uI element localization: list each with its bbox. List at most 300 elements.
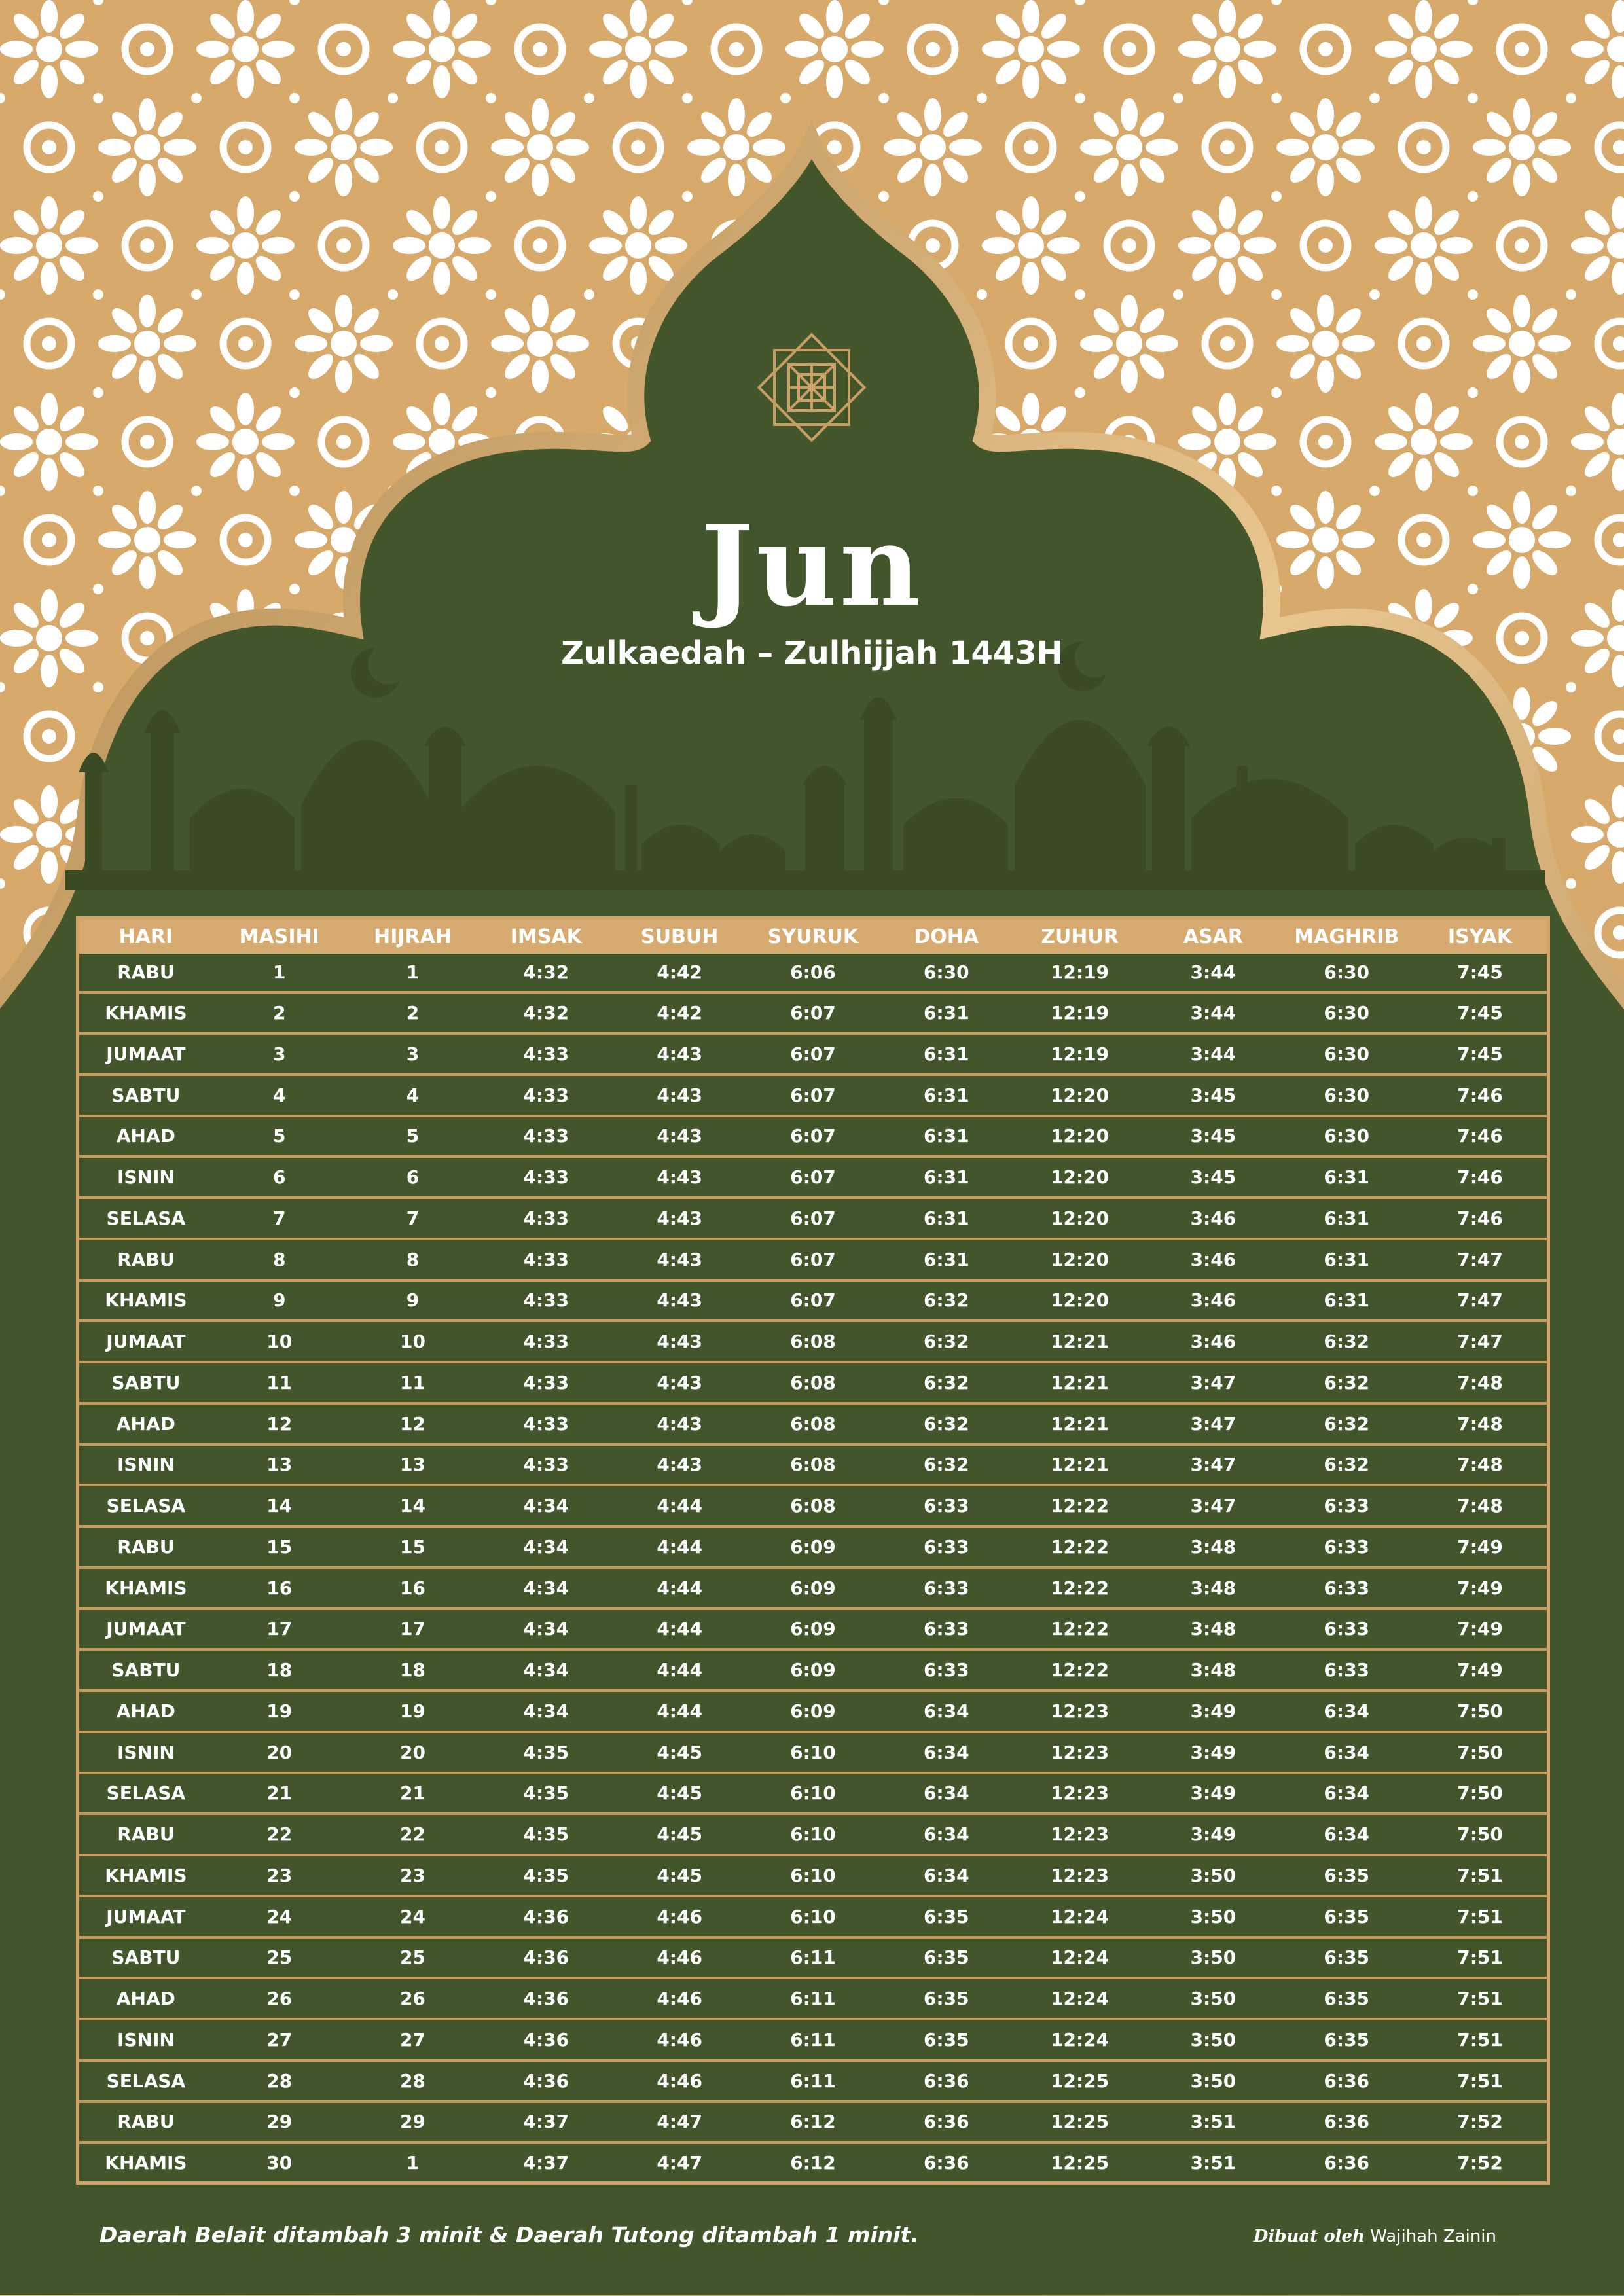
column-header: ZUHUR — [1041, 925, 1119, 948]
table-cell: 7:52 — [1413, 2102, 1547, 2143]
hijri-month-range: Zulkaedah – Zulhijjah 1443H — [561, 635, 1063, 672]
table-cell: 3:48 — [1147, 1526, 1280, 1568]
column-header: SUBUH — [641, 925, 719, 948]
table-cell: 6:34 — [1280, 1691, 1413, 1732]
table-cell: 12:24 — [1013, 2019, 1147, 2060]
table-cell: RABU — [79, 2102, 213, 2143]
table-cell: 3:51 — [1147, 2102, 1280, 2143]
table-cell: 6:30 — [1280, 992, 1413, 1033]
table-cell: 6:08 — [746, 1444, 880, 1486]
table-cell: 4:46 — [613, 1896, 746, 1937]
table-cell: 7:45 — [1413, 1033, 1547, 1075]
table-cell: 12:23 — [1013, 1732, 1147, 1773]
credit-name: Wajihah Zainin — [1370, 2227, 1496, 2246]
table-cell: 6:09 — [746, 1609, 880, 1650]
table-cell: 4:36 — [479, 1937, 613, 1979]
table-cell: AHAD — [79, 1403, 213, 1444]
table-cell: 6:31 — [880, 1198, 1013, 1239]
table-cell: 6:35 — [880, 1937, 1013, 1979]
table-cell: 6:36 — [1280, 2102, 1413, 2143]
table-cell: 4:35 — [479, 1773, 613, 1814]
table-row — [79, 1609, 1547, 1650]
table-cell: RABU — [79, 1239, 213, 1280]
table-cell: 24 — [213, 1896, 346, 1937]
table-cell: 7:46 — [1413, 1116, 1547, 1157]
table-cell: 4:44 — [613, 1649, 746, 1691]
table-cell: 4:34 — [479, 1609, 613, 1650]
table-cell: 7:45 — [1413, 992, 1547, 1033]
table-cell: 6:32 — [1280, 1362, 1413, 1403]
table-cell: 4:43 — [613, 1321, 746, 1362]
table-cell: AHAD — [79, 1116, 213, 1157]
table-cell: 6:09 — [746, 1649, 880, 1691]
table-cell: 3:45 — [1147, 1116, 1280, 1157]
table-cell: 2 — [213, 992, 346, 1033]
table-cell: KHAMIS — [79, 1855, 213, 1896]
table-cell: 4:43 — [613, 1444, 746, 1486]
table-cell: 19 — [213, 1691, 346, 1732]
table-cell: 6:10 — [746, 1773, 880, 1814]
table-cell: 12 — [213, 1403, 346, 1444]
table-cell: 6:32 — [880, 1280, 1013, 1321]
table-cell: 12:25 — [1013, 2102, 1147, 2143]
table-cell: 5 — [213, 1116, 346, 1157]
table-cell: 6:08 — [746, 1321, 880, 1362]
table-cell: 24 — [346, 1896, 480, 1937]
table-cell: 10 — [346, 1321, 480, 1362]
table-row — [79, 1075, 1547, 1116]
table-row — [79, 1526, 1547, 1568]
table-cell: 6:31 — [880, 1033, 1013, 1075]
table-cell: 6:12 — [746, 2142, 880, 2181]
table-cell: 4:33 — [479, 1157, 613, 1198]
table-cell: 12:25 — [1013, 2060, 1147, 2102]
table-cell: 6:07 — [746, 1033, 880, 1075]
table-cell: 3:46 — [1147, 1239, 1280, 1280]
table-cell: 12:22 — [1013, 1609, 1147, 1650]
table-cell: 3:46 — [1147, 1198, 1280, 1239]
table-cell: 6:35 — [1280, 2019, 1413, 2060]
table-cell: 12:20 — [1013, 1075, 1147, 1116]
table-row — [79, 1568, 1547, 1609]
table-cell: 6:31 — [880, 1157, 1013, 1198]
table-cell: 2 — [346, 992, 480, 1033]
table-cell: 29 — [346, 2102, 480, 2143]
table-row — [79, 1444, 1547, 1486]
table-cell: ISNIN — [79, 1732, 213, 1773]
table-cell: 4:33 — [479, 1239, 613, 1280]
table-cell: 12:23 — [1013, 1691, 1147, 1732]
table-cell: 20 — [213, 1732, 346, 1773]
table-cell: 4:34 — [479, 1568, 613, 1609]
table-cell: 6:11 — [746, 1978, 880, 2019]
table-cell: 28 — [213, 2060, 346, 2102]
table-cell: JUMAAT — [79, 1896, 213, 1937]
table-cell: 3 — [346, 1033, 480, 1075]
table-cell: RABU — [79, 1526, 213, 1568]
credit — [1254, 2227, 1496, 2246]
table-cell: 1 — [346, 2142, 480, 2181]
table-cell: 23 — [213, 1855, 346, 1896]
table-cell: 12:22 — [1013, 1568, 1147, 1609]
table-cell: 1 — [406, 961, 420, 984]
table-cell: 16 — [213, 1568, 346, 1609]
table-cell: 15 — [213, 1526, 346, 1568]
table-cell: 12:24 — [1013, 1978, 1147, 2019]
table-row — [79, 1773, 1547, 1814]
table-row — [79, 1937, 1547, 1979]
table-cell: 4:36 — [479, 2019, 613, 2060]
table-cell: 4:35 — [479, 1855, 613, 1896]
table-cell: 6:35 — [1280, 1855, 1413, 1896]
table-cell: 3:47 — [1147, 1444, 1280, 1486]
table-cell: KHAMIS — [79, 2142, 213, 2181]
table-cell: 12:19 — [1051, 961, 1110, 984]
table-cell: 9 — [213, 1280, 346, 1321]
table-cell: SABTU — [79, 1937, 213, 1979]
table-header-row — [79, 920, 1547, 954]
table-cell: 4:33 — [479, 1444, 613, 1486]
table-cell: RABU — [117, 961, 175, 984]
table-cell: 6:09 — [746, 1691, 880, 1732]
table-cell: 3:50 — [1147, 1978, 1280, 2019]
table-cell: 7:51 — [1413, 2060, 1547, 2102]
table-cell: 14 — [213, 1485, 346, 1526]
table-row — [79, 1978, 1547, 2019]
table-row — [79, 1485, 1547, 1526]
table-cell: 6:33 — [1280, 1609, 1413, 1650]
table-cell: 12:24 — [1013, 1896, 1147, 1937]
table-cell: 4:45 — [613, 1814, 746, 1855]
table-cell: AHAD — [79, 1978, 213, 2019]
table-cell: 6:31 — [1280, 1239, 1413, 1280]
table-cell: 4:43 — [613, 1280, 746, 1321]
table-cell: 12:20 — [1013, 1116, 1147, 1157]
table-cell: 12:22 — [1013, 1485, 1147, 1526]
table-cell: 7:50 — [1413, 1773, 1547, 1814]
column-header: HIJRAH — [374, 925, 452, 948]
table-cell: 3:46 — [1147, 1321, 1280, 1362]
table-cell: 6 — [346, 1157, 480, 1198]
table-cell: 7:51 — [1413, 1855, 1547, 1896]
table-row — [79, 2142, 1547, 2181]
table-cell: 6:33 — [1280, 1526, 1413, 1568]
table-cell: 12:21 — [1013, 1403, 1147, 1444]
table-cell: 7:47 — [1413, 1280, 1547, 1321]
table-cell: 6:32 — [880, 1321, 1013, 1362]
table-cell: 6:34 — [880, 1732, 1013, 1773]
table-cell: 18 — [346, 1649, 480, 1691]
table-cell: KHAMIS — [79, 992, 213, 1033]
table-cell: 7:49 — [1413, 1568, 1547, 1609]
credit-prefix: Dibuat oleh — [1253, 2227, 1365, 2246]
table-row — [79, 1362, 1547, 1403]
table-cell: 6:33 — [1280, 1485, 1413, 1526]
table-cell: 4:47 — [613, 2142, 746, 2181]
table-row — [79, 1691, 1547, 1732]
table-cell: 3:47 — [1147, 1403, 1280, 1444]
table-cell: 4:36 — [479, 1896, 613, 1937]
table-cell: 3:45 — [1147, 1075, 1280, 1116]
table-cell: 12:22 — [1013, 1526, 1147, 1568]
table-cell: 4:32 — [523, 961, 569, 984]
table-cell: 12:21 — [1013, 1321, 1147, 1362]
table-cell: 6:33 — [1280, 1568, 1413, 1609]
table-cell: 13 — [346, 1444, 480, 1486]
table-cell: 7:51 — [1413, 2019, 1547, 2060]
table-cell: 4 — [213, 1075, 346, 1116]
table-cell: 3:44 — [1190, 961, 1236, 984]
table-row — [79, 1855, 1547, 1896]
column-header: HARI — [118, 925, 173, 948]
table-cell: 4:44 — [613, 1609, 746, 1650]
table-cell: 29 — [213, 2102, 346, 2143]
table-cell: 16 — [346, 1568, 480, 1609]
table-cell: 3:50 — [1147, 2060, 1280, 2102]
table-cell: ISNIN — [79, 2019, 213, 2060]
table-cell: 3:49 — [1147, 1691, 1280, 1732]
table-cell: 6:35 — [1280, 1978, 1413, 2019]
table-cell: 6:35 — [1280, 1937, 1413, 1979]
table-row — [79, 1896, 1547, 1937]
table-cell: 6:33 — [880, 1609, 1013, 1650]
column-header: DOHA — [914, 925, 979, 948]
table-cell: 12 — [346, 1403, 480, 1444]
table-cell: 6:36 — [1280, 2060, 1413, 2102]
table-cell: 6:07 — [746, 1198, 880, 1239]
table-cell: 4:43 — [613, 1403, 746, 1444]
table-cell: 3:49 — [1147, 1773, 1280, 1814]
table-cell: 4:43 — [613, 1116, 746, 1157]
table-body — [79, 954, 1547, 2181]
table-cell: 4 — [346, 1075, 480, 1116]
table-cell: 26 — [213, 1978, 346, 2019]
table-cell: 6:36 — [880, 2142, 1013, 2181]
table-cell: 3:47 — [1147, 1485, 1280, 1526]
table-cell: 4:46 — [613, 1978, 746, 2019]
table-cell: SABTU — [79, 1362, 213, 1403]
table-cell: JUMAAT — [79, 1609, 213, 1650]
table-cell: 7:51 — [1413, 1937, 1547, 1979]
table-row — [79, 1732, 1547, 1773]
table-cell: 6:32 — [880, 1444, 1013, 1486]
table-cell: AHAD — [79, 1691, 213, 1732]
table-cell: 6:32 — [1280, 1403, 1413, 1444]
table-cell: 6:33 — [880, 1526, 1013, 1568]
table-cell: 6:31 — [1280, 1280, 1413, 1321]
table-cell: 7 — [213, 1198, 346, 1239]
table-cell: 22 — [346, 1814, 480, 1855]
table-cell: 6:32 — [880, 1403, 1013, 1444]
table-cell: 4:42 — [657, 961, 702, 984]
table-cell: 27 — [346, 2019, 480, 2060]
table-cell: 3:46 — [1147, 1280, 1280, 1321]
table-cell: 14 — [346, 1485, 480, 1526]
table-cell: 4:43 — [613, 1075, 746, 1116]
table-cell: 12:23 — [1013, 1855, 1147, 1896]
table-cell: 4:43 — [613, 1033, 746, 1075]
table-cell: 3:48 — [1147, 1568, 1280, 1609]
table-cell: 6:30 — [1324, 961, 1370, 984]
table-cell: 6:34 — [880, 1814, 1013, 1855]
table-cell: 3:48 — [1147, 1649, 1280, 1691]
table-cell: 6:07 — [746, 1280, 880, 1321]
table-cell: 3:49 — [1147, 1814, 1280, 1855]
table-cell: 6:10 — [746, 1732, 880, 1773]
table-cell: 4:44 — [613, 1691, 746, 1732]
table-cell: 6:07 — [746, 992, 880, 1033]
table-cell: 6:09 — [746, 1568, 880, 1609]
table-cell: 6:36 — [880, 2060, 1013, 2102]
table-cell: 6:33 — [880, 1485, 1013, 1526]
table-cell: 12:23 — [1013, 1814, 1147, 1855]
month-title: Jun — [700, 501, 924, 632]
table-row — [79, 1280, 1547, 1321]
table-cell: SABTU — [79, 1075, 213, 1116]
column-header: ASAR — [1183, 925, 1243, 948]
table-cell: 3:50 — [1147, 2019, 1280, 2060]
table-cell: 6:34 — [1280, 1732, 1413, 1773]
table-cell: 22 — [213, 1814, 346, 1855]
table-cell: 3:44 — [1147, 1033, 1280, 1075]
table-cell: 6:08 — [746, 1362, 880, 1403]
table-cell: ISNIN — [79, 1157, 213, 1198]
table-cell: 18 — [213, 1649, 346, 1691]
table-cell: RABU — [79, 1814, 213, 1855]
column-header: ISYAK — [1448, 925, 1513, 948]
table-cell: 6:11 — [746, 2019, 880, 2060]
table-cell: 3:44 — [1147, 992, 1280, 1033]
table-cell: 26 — [346, 1978, 480, 2019]
table-cell: 6:31 — [880, 992, 1013, 1033]
table-cell: 7:50 — [1413, 1732, 1547, 1773]
table-cell: 6 — [213, 1157, 346, 1198]
table-cell: 6:07 — [746, 1157, 880, 1198]
table-cell: 6:30 — [1280, 1033, 1413, 1075]
table-cell: 27 — [213, 2019, 346, 2060]
table-row — [79, 2019, 1547, 2060]
table-cell: 12:19 — [1013, 992, 1147, 1033]
table-cell: 28 — [346, 2060, 480, 2102]
table-cell: 19 — [346, 1691, 480, 1732]
table-cell: 6:35 — [880, 1978, 1013, 2019]
table-cell: 6:33 — [880, 1649, 1013, 1691]
table-cell: 4:45 — [613, 1732, 746, 1773]
table-cell: 7:52 — [1413, 2142, 1547, 2181]
table-cell: 7:48 — [1413, 1485, 1547, 1526]
table-cell: 6:34 — [1280, 1773, 1413, 1814]
table-cell: 4:34 — [479, 1526, 613, 1568]
table-cell: 12:19 — [1013, 1033, 1147, 1075]
table-cell: 23 — [346, 1855, 480, 1896]
table-cell: JUMAAT — [79, 1321, 213, 1362]
table-cell: 8 — [346, 1239, 480, 1280]
table-cell: 1 — [272, 961, 286, 984]
table-cell: 4:34 — [479, 1649, 613, 1691]
table-cell: SELASA — [79, 1198, 213, 1239]
table-cell: 17 — [213, 1609, 346, 1650]
table-cell: 12:23 — [1013, 1773, 1147, 1814]
table-cell: 6:07 — [746, 1075, 880, 1116]
table-cell: 4:46 — [613, 2019, 746, 2060]
table-cell: 12:25 — [1013, 2142, 1147, 2181]
table-cell: 25 — [213, 1937, 346, 1979]
table-cell: 6:11 — [746, 2060, 880, 2102]
table-cell: 7:49 — [1413, 1649, 1547, 1691]
table-cell: 4:32 — [479, 992, 613, 1033]
table-cell: 4:33 — [479, 1075, 613, 1116]
table-cell: 6:31 — [880, 1116, 1013, 1157]
table-cell: 15 — [346, 1526, 480, 1568]
table-cell: SELASA — [79, 2060, 213, 2102]
table-row — [79, 1239, 1547, 1280]
table-row — [79, 1321, 1547, 1362]
district-adjustment-note: Daerah Belait ditambah 3 minit & Daerah Tutong ditambah 1 minit. — [99, 2222, 919, 2248]
table-cell: 7:51 — [1413, 1896, 1547, 1937]
table-cell: 6:34 — [1280, 1814, 1413, 1855]
table-row — [79, 2060, 1547, 2102]
table-cell: 9 — [346, 1280, 480, 1321]
table-cell: 3:48 — [1147, 1609, 1280, 1650]
table-cell: 3:45 — [1147, 1157, 1280, 1198]
column-header: IMSAK — [510, 925, 582, 948]
table-cell: 6:10 — [746, 1814, 880, 1855]
column-header: MAGHRIB — [1294, 925, 1399, 948]
table-cell: 11 — [213, 1362, 346, 1403]
table-row — [79, 1157, 1547, 1198]
table-cell: 6:30 — [923, 961, 969, 984]
table-cell: 4:36 — [479, 2060, 613, 2102]
table-cell: 4:33 — [479, 1116, 613, 1157]
table-cell: 4:43 — [613, 1198, 746, 1239]
table-cell: 7:48 — [1413, 1362, 1547, 1403]
table-cell: 6:33 — [880, 1568, 1013, 1609]
table-cell: 12:20 — [1013, 1239, 1147, 1280]
table-row — [79, 1116, 1547, 1157]
table-cell: 3:47 — [1147, 1362, 1280, 1403]
table-cell: 3:50 — [1147, 1896, 1280, 1937]
table-cell: 7:50 — [1413, 1691, 1547, 1732]
table-cell: 4:34 — [479, 1691, 613, 1732]
column-header: MASIHI — [239, 925, 319, 948]
table-cell: 12:21 — [1013, 1362, 1147, 1403]
table-cell: 4:45 — [613, 1773, 746, 1814]
table-cell: 6:36 — [1280, 2142, 1413, 2181]
table-cell: 7:47 — [1413, 1239, 1547, 1280]
table-cell: 4:33 — [479, 1280, 613, 1321]
table-cell: 6:34 — [880, 1855, 1013, 1896]
table-cell: 6:08 — [746, 1403, 880, 1444]
table-cell: 7:46 — [1413, 1157, 1547, 1198]
table-cell: 12:20 — [1013, 1157, 1147, 1198]
table-cell: ISNIN — [79, 1444, 213, 1486]
table-cell: 3:50 — [1147, 1855, 1280, 1896]
column-header: SYURUK — [767, 925, 859, 948]
table-cell: 4:33 — [479, 1321, 613, 1362]
table-cell: 6:12 — [746, 2102, 880, 2143]
table-cell: 6:32 — [1280, 1321, 1413, 1362]
table-cell: 6:31 — [1280, 1198, 1413, 1239]
table-row — [79, 1403, 1547, 1444]
table-cell: 20 — [346, 1732, 480, 1773]
table-cell: 6:31 — [880, 1239, 1013, 1280]
table-cell: 7:46 — [1413, 1198, 1547, 1239]
table-cell: 4:44 — [613, 1568, 746, 1609]
table-cell: 4:35 — [479, 1814, 613, 1855]
table-cell: 3:50 — [1147, 1937, 1280, 1979]
table-cell: 30 — [213, 2142, 346, 2181]
table-cell: SABTU — [79, 1649, 213, 1691]
